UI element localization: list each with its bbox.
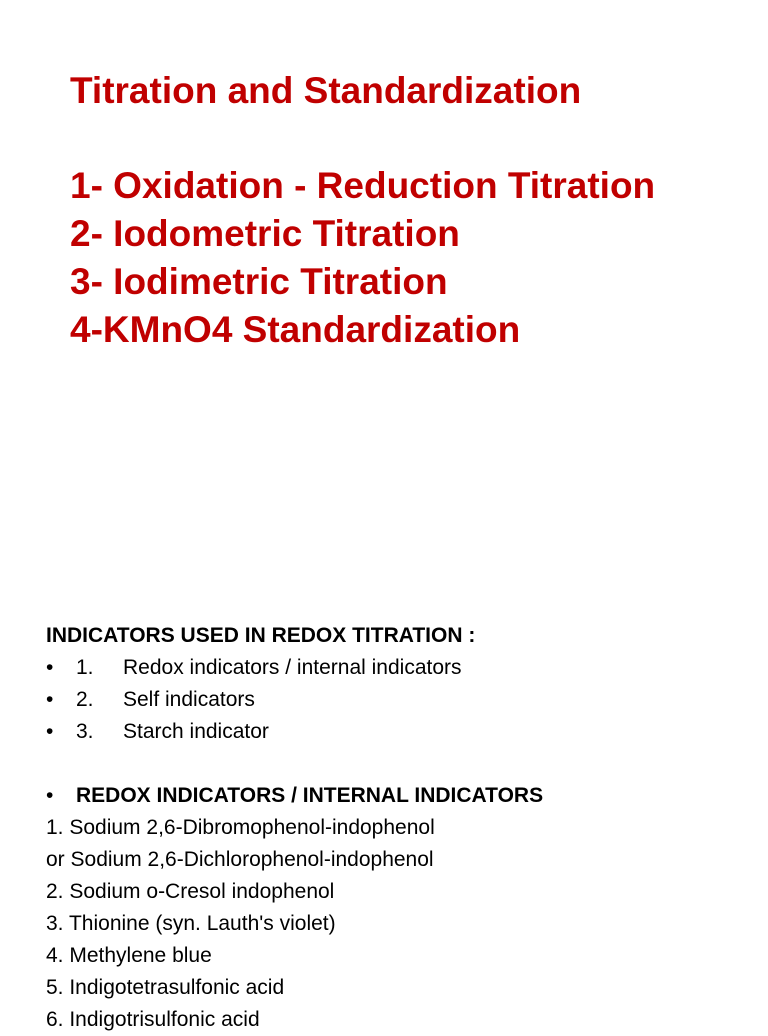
section-spacer (46, 748, 543, 780)
redox-heading-row (46, 780, 543, 812)
indicator-type-label: Self indicators (123, 688, 255, 711)
redox-indicator-item: 1. Sodium 2,6-Dibromophenol-indophenol (46, 816, 435, 839)
indicators-heading: INDICATORS USED IN REDOX TITRATION : (46, 624, 476, 647)
redox-indicator-item: 4. Methylene blue (46, 944, 212, 967)
topic-item: 2- Iodometric Titration (70, 213, 460, 254)
indicator-type-number: 1. (76, 656, 94, 679)
redox-indicator-item: 5. Indigotetrasulfonic acid (46, 976, 285, 999)
indicator-type-item (46, 716, 543, 748)
bullet-icon: • (46, 784, 54, 807)
topic-item: 3- Iodimetric Titration (70, 261, 448, 302)
redox-indicator-item: 6. Indigotrisulfonic acid (46, 1008, 260, 1031)
redox-indicators-heading: REDOX INDICATORS / INTERNAL INDICATORS (76, 784, 544, 807)
redox-indicator-item: or Sodium 2,6-Dichlorophenol-indophenol (46, 848, 434, 871)
topic-list (70, 162, 655, 354)
indicators-section (46, 620, 543, 1036)
topic-item: 4-KMnO4 Standardization (70, 309, 521, 350)
redox-indicator-item: 3. Thionine (syn. Lauth's violet) (46, 912, 336, 935)
redox-indicator-item: 2. Sodium o-Cresol indophenol (46, 880, 335, 903)
topic-item: 1- Oxidation - Reduction Titration (70, 165, 656, 206)
slide-title: Titration and Standardization (70, 70, 582, 111)
indicator-type-label: Starch indicator (123, 720, 269, 743)
indicator-type-label: Redox indicators / internal indicators (123, 656, 462, 679)
bullet-icon: • (46, 656, 54, 679)
bullet-icon: • (46, 720, 54, 743)
indicator-type-number: 3. (76, 720, 94, 743)
indicator-type-item (46, 652, 543, 684)
bullet-icon: • (46, 688, 54, 711)
indicator-type-number: 2. (76, 688, 94, 711)
indicator-type-item (46, 684, 543, 716)
